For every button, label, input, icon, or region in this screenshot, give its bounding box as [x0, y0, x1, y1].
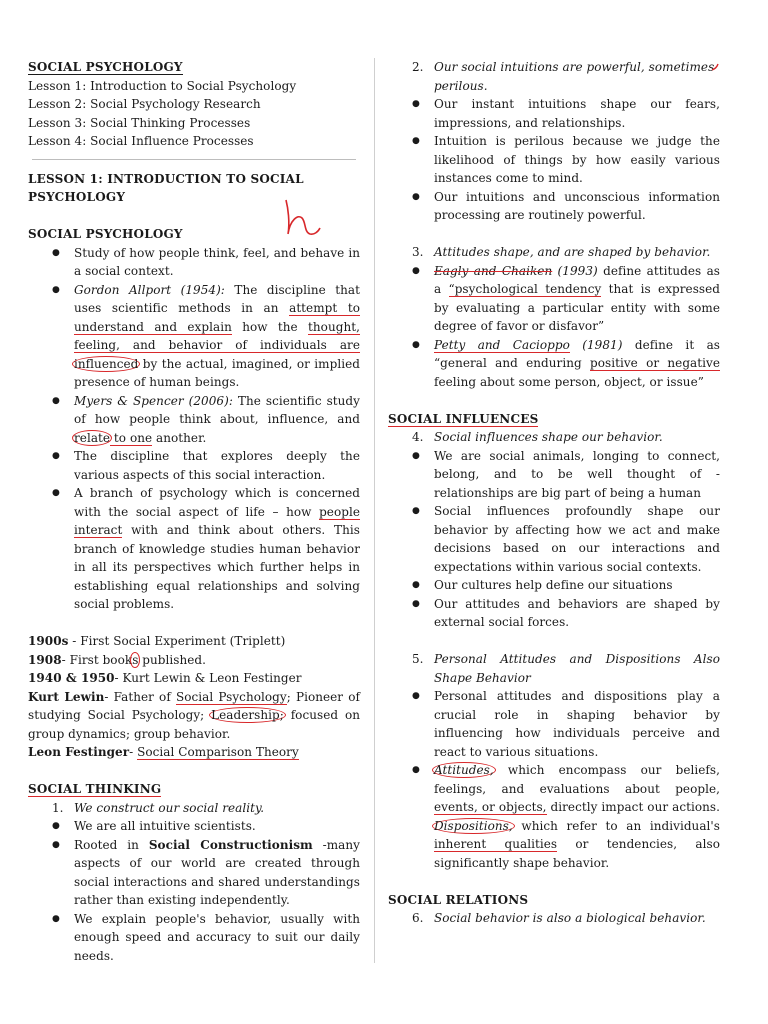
list-item: ● Intuition is perilous because we judge the likelihood of things by how easily various instances come to mind. — [388, 132, 720, 188]
list-item: ● Social influences profoundly shape our behavior by affecting how we act and make decisions based on our interactions and expectations within various social contexts. — [388, 502, 720, 576]
annotation-circle: Leadership; — [211, 708, 284, 722]
list-item: ● We explain people's behavior, usually with enough speed and accuracy to suit our daily needs. — [28, 910, 360, 966]
section-divider — [32, 159, 356, 160]
handwritten-mark-icon — [280, 194, 330, 240]
numbered-item: 2. Our social intuitions are powerful, sometimes perilous. — [412, 60, 715, 93]
numbered-item: 4. Social influences shape our behavior. — [412, 430, 663, 444]
lesson-item: Lesson 2: Social Psychology Research — [28, 97, 261, 111]
list-item: ● Our cultures help define our situations — [388, 576, 720, 595]
list-item: ● The discipline that explores deeply the various aspects of this social interaction. — [28, 447, 360, 484]
annotation-circle: Attitudes, — [434, 763, 494, 777]
list-item: ● Our instant intuitions shape our fears, impressions, and relationships. — [388, 95, 720, 132]
list-item: ● Petty and Cacioppo (1981) define it as “general and enduring positive or negative feeling about some person, object, or issue” — [388, 336, 720, 392]
section-heading-social-thinking: SOCIAL THINKING — [28, 782, 162, 796]
annotation-circle: influenced — [74, 356, 139, 371]
lesson-item: Lesson 3: Social Thinking Processes — [28, 115, 251, 130]
lesson1-heading: LESSON 1: INTRODUCTION TO SOCIAL PSYCHOLOGY — [28, 171, 304, 204]
timeline-item: 1900s - First Social Experiment (Triplett) — [28, 634, 286, 648]
section-heading-social-relations: SOCIAL RELATIONS — [388, 892, 529, 907]
list-item: ● Attitudes, which encompass our beliefs, feelings, and evaluations about people, events, or objects, directly impact our actions. Dispositions, which refer to an individual's inherent qualities or tendencies, also significantly shape behavior. — [388, 761, 720, 872]
list-item: ● Myers & Spencer (2006): The scientific study of how people think about, influence, and relate to one another. — [28, 392, 360, 448]
timeline-item: Kurt Lewin- Father of Social Psychology; Pioneer of studying Social Psychology; Leadership; focused on group dynamics; group behavior. — [28, 689, 360, 741]
list-item: ● Our intuitions and unconscious information processing are routinely powerful. — [388, 188, 720, 225]
section-heading-social-influences: SOCIAL INFLUENCES — [388, 411, 539, 426]
column-divider — [374, 58, 375, 963]
list-item: ● Personal attitudes and dispositions play a crucial role in shaping behavior by influencing how individuals perceive and react to various situations. — [388, 687, 720, 761]
numbered-item: 1. We construct our social reality. — [52, 800, 265, 815]
annotation-circle: Dispositions, — [434, 818, 513, 833]
lesson-item: Lesson 4: Social Influence Processes — [28, 134, 254, 148]
list-item: ● Study of how people think, feel, and behave in a social context. — [28, 244, 360, 281]
numbered-item: 3. Attitudes shape, and are shaped by behavior. — [412, 245, 711, 259]
lesson-item: Lesson 1: Introduction to Social Psychology — [28, 78, 297, 93]
list-item: ● We are all intuitive scientists. — [28, 817, 360, 836]
section-heading-social-psychology: SOCIAL PSYCHOLOGY — [28, 227, 183, 241]
right-column — [388, 58, 720, 928]
timeline-item: 1940 & 1950- Kurt Lewin & Leon Festinger — [28, 671, 302, 685]
list-item: ● Gordon Allport (1954): The discipline that uses scientific methods in an attempt to understand and explain how the thought, feeling, and behavior of individuals are influenced by the actual, imagined, or implied presence of human beings. — [28, 281, 360, 392]
lesson-list — [28, 77, 360, 151]
list-item: ● Our attitudes and behaviors are shaped by external social forces. — [388, 595, 720, 632]
list-item: ● Rooted in Social Constructionism -many aspects of our world are created through social interactions and shared understandings rather than existing independently. — [28, 836, 360, 910]
list-item: ● Eagly and Chaiken (1993) define attitudes as a “psychological tendency that is expressed by evaluating a particular entity with some degree of favor or disfavor” — [388, 262, 720, 336]
list-item: ● We are social animals, longing to connect, belong, and to be well thought of - relationships are big part of being a human — [388, 447, 720, 503]
numbered-item: 5. Personal Attitudes and Dispositions Also Shape Behavior — [412, 652, 720, 685]
annotation-circle: relate — [74, 430, 111, 445]
timeline-item: Leon Festinger- Social Comparison Theory — [28, 745, 299, 759]
doc-title: SOCIAL PSYCHOLOGY — [28, 60, 183, 74]
handwritten-tick-icon — [708, 60, 722, 74]
list-item: ● A branch of psychology which is concerned with the social aspect of life – how people interact with and think about others. This branch of knowledge studies human behavior in all its perspectives which further helps in establishing equal relationships and solving social problems. — [28, 484, 360, 614]
annotation-circle: s — [132, 652, 139, 667]
timeline-item: 1908- First books published. — [28, 652, 207, 667]
numbered-item: 6. Social behavior is also a biological behavior. — [412, 911, 706, 925]
